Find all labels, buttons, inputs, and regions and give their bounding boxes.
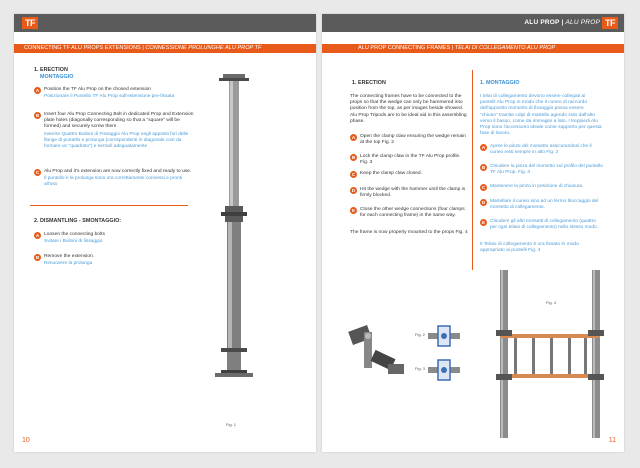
step-badge: A — [481, 145, 486, 150]
left-page — [14, 14, 316, 452]
left-divider — [30, 205, 188, 206]
right-step-d — [350, 187, 468, 199]
step-text-it: Chiudere la pinza del morsetto sul profilo del puntello TF Alu Prop. Fig. 3 — [490, 164, 603, 175]
step-text-it: Mantenere la pinza in posizione di chiusura. — [490, 184, 584, 189]
step-text-en: Hit the wedge with the hammer until the clamp is firmly blocked. — [360, 187, 466, 199]
step-text-en: Keep the clamp claw closed. — [360, 171, 422, 176]
closing-text-en: The frame is now properly mounted to the props Fig. 4 — [350, 230, 468, 235]
right-section-title: ALU PROP CONNECTING FRAMES | TELAI DI COLLEGAMENTO ALU PROP — [322, 44, 624, 53]
left-dstep-b — [34, 254, 194, 267]
dismantling-en: 2. DISMANTLING — [34, 218, 78, 224]
left-erection-heading: 1. ERECTION — [34, 67, 68, 73]
left-section-en: CONNECTING TF ALU PROPS EXTENSIONS — [24, 45, 141, 51]
step-badge: B — [481, 165, 486, 170]
step-text-en: Lock the clamp claw in the TF Alu Prop profile. Fig. 3 — [360, 154, 461, 166]
right-step-d-it — [480, 199, 604, 211]
step-badge: B — [35, 113, 40, 118]
right-step-b — [350, 154, 468, 166]
right-step-a — [350, 134, 468, 146]
right-page — [322, 14, 624, 452]
right-step-b-it — [480, 164, 604, 176]
step-badge: A — [35, 88, 40, 93]
step-text-en: Loosen the connecting bolts — [44, 232, 105, 237]
step-badge: A — [351, 135, 356, 140]
right-section-it: TELAI DI COLLEGAMENTO ALU PROP — [454, 45, 556, 51]
right-header-en: ALU PROP — [524, 19, 560, 26]
left-step-a — [34, 87, 194, 100]
step-badge: B — [351, 155, 356, 160]
tf-logo: TF — [22, 17, 38, 29]
step-text-it: Aprire le pinze del morsetto assicurandosi che il cuneo resti sempre in alto Fig. 2 — [490, 144, 592, 155]
right-header-title: ALU PROP | ALU PROP — [524, 19, 600, 26]
right-header-it: ALU PROP — [565, 19, 600, 26]
left-section-it: CONNESSIONE PROLUNGHE ALU PROP TF — [145, 45, 262, 51]
left-dismantling-heading: 2. DISMANTLING - SMONTAGGIO: — [34, 218, 122, 224]
left-erection-heading-it: MONTAGGIO — [40, 74, 74, 80]
step-badge: E — [351, 208, 356, 213]
step-badge: B — [35, 255, 40, 260]
alu-prop-illustration — [209, 66, 269, 426]
step-text-it: Inserire Quattro Bulloni di Fissaggio Alu Prop negli appositi fori delle flange di puntello e prolunga (corrispondenti in diagonale così da formare un "quadrato") e serrarli adeguatamente — [44, 131, 189, 149]
right-step-e — [350, 207, 468, 219]
right-step-c-it — [480, 184, 604, 190]
intro-text-it: I telai di collegamento devono essere collegati ai puntelli Alu Prop in modo che il cuneo di raccordo dell'apposito morsetto di fissaggio possa essere "chiuso" tramite colpi di martello agendo solo dall'alto verso il basso, come da immagini a lato. I treppiedi Alu Prop sono l'accessorio ideale come supporto per questa fase di lavoro. — [480, 94, 602, 137]
clamp-illustration — [344, 314, 414, 394]
step-text-en: Remove the extension. — [44, 254, 95, 259]
step-text-it: Chiudere gli altri morsetti di collegamento (quattro per ogni telaio di collegamento) nello stesso modo. — [490, 219, 598, 230]
clamp-detail-fig2 — [426, 322, 462, 350]
right-erection-heading: 1. ERECTION — [352, 80, 386, 86]
tf-logo: TF — [602, 17, 618, 29]
right-section-en: ALU PROP CONNECTING FRAMES — [358, 45, 451, 51]
step-text-en: Position the TF Alu Prop on the chosed extension — [44, 87, 152, 92]
step-text-it: Svitare i Bulloni di fissaggio — [44, 239, 103, 245]
step-text-it: Il puntello e la prolunga sono ora correttamente connessi e pronti all'uso — [44, 176, 183, 188]
dismantling-it: SMONTAGGIO: — [82, 218, 122, 224]
step-text-en: Close the other wedge connections (four clamps for each connecting frame) in the same way. — [360, 207, 465, 219]
step-text-it: Posizionare il Puntello TF Alu Prop sull'estensione pre-fissata — [44, 94, 175, 100]
step-badge: C — [481, 185, 486, 190]
left-dstep-a — [34, 232, 194, 245]
left-page-number: 10 — [22, 437, 30, 444]
fig2-label: Fig. 2 — [415, 332, 426, 337]
left-section-title: CONNECTING TF ALU PROPS EXTENSIONS | CONNESSIONE PROLUNGHE ALU PROP TF — [14, 44, 316, 53]
step-text-en: Open the clamp claw ensuring the wedge remain at the top Fig. 2 — [360, 134, 467, 146]
right-header-bar — [322, 14, 624, 32]
fig4-label: Fig. 4 — [546, 300, 557, 305]
step-badge: C — [351, 172, 356, 177]
step-text-en: Insert four Alu Prop Connecting Bolt in dedicated Prop and Extension plate holes (diagonally corresponding so that a "square" will be formed) and securely screw them — [44, 112, 194, 130]
right-erection-heading-it: 1. MONTAGGIO — [480, 80, 520, 86]
left-step-b — [34, 112, 194, 150]
left-header-bar — [14, 14, 316, 32]
step-badge: D — [351, 188, 356, 193]
right-step-c — [350, 171, 468, 177]
right-step-e-it — [480, 219, 604, 231]
step-text-it: Martellare il cuneo sino ad un fermo bloccaggio del morsetto di collegamento. — [490, 199, 599, 210]
right-step-a-it — [480, 144, 604, 156]
step-text-en: Alu Prop and it's extension are now correctly fixed and ready to use. — [44, 169, 192, 174]
left-step-c — [34, 169, 194, 188]
step-badge: C — [35, 170, 40, 175]
column-divider — [472, 70, 473, 270]
step-badge: A — [35, 233, 40, 238]
step-text-it: Rimuovere la prolunga — [44, 261, 93, 267]
step-badge: D — [481, 200, 486, 205]
closing-text-it: Il Telaio di collegamento è ora fissato in modo appropriato ai puntelli Fig. 4 — [480, 242, 579, 254]
fig3-label: Fig. 3 — [415, 366, 426, 371]
intro-text-en: The connecting frames have to be connected to the props so that the wedge can only be hammered into position from the top, as per images beside showed. Alu Prop Tripods are to be ideal aid in this assembling phase. — [350, 94, 467, 124]
step-badge: E — [481, 220, 486, 225]
clamp-detail-fig3 — [426, 356, 462, 384]
fig1-label: Fig. 1 — [226, 422, 237, 427]
right-page-number: 11 — [608, 437, 616, 444]
frame-illustration — [492, 270, 612, 440]
